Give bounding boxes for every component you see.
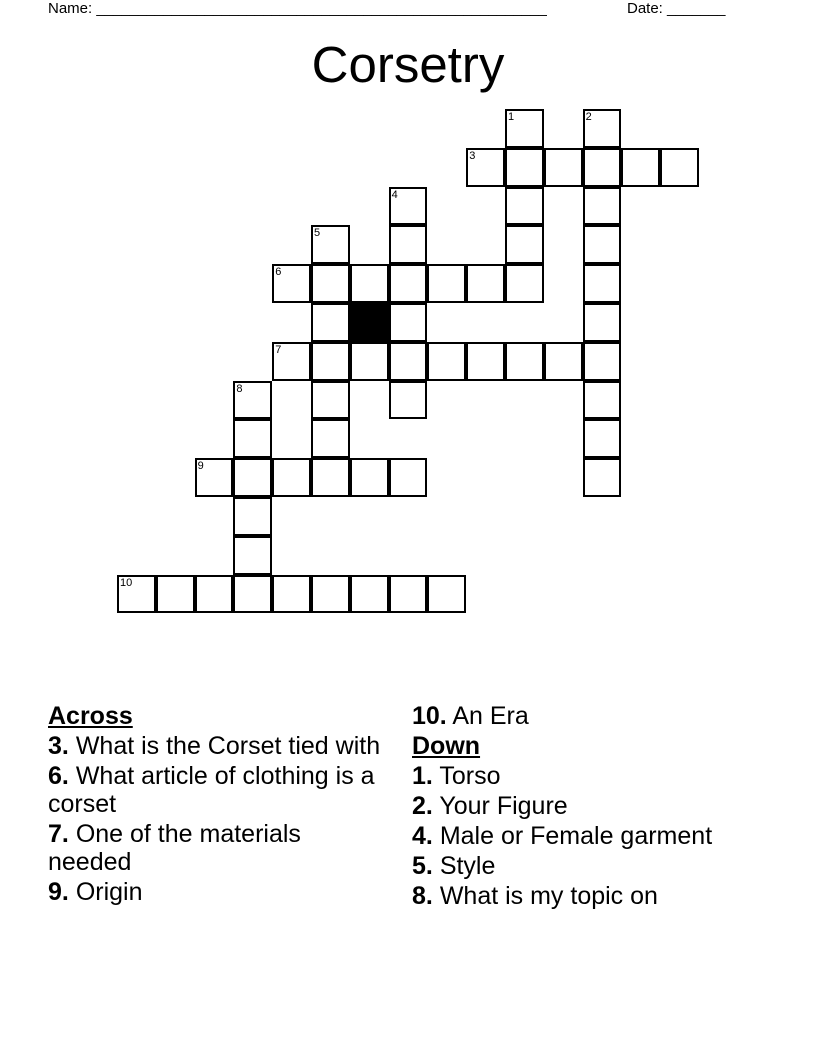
grid-cell[interactable]: [311, 575, 350, 614]
clue-across-3: [48, 732, 388, 760]
grid-cell[interactable]: [233, 497, 272, 536]
grid-cell[interactable]: [466, 264, 505, 303]
clue-down-8: [412, 882, 752, 910]
clue-number: 10.: [412, 702, 447, 730]
grid-cell[interactable]: [583, 148, 622, 187]
clue-number: 2.: [412, 792, 433, 820]
cell-number: 7: [275, 343, 282, 356]
grid-cell[interactable]: [272, 264, 311, 303]
clue-number: 1.: [412, 762, 433, 790]
grid-cell[interactable]: [544, 148, 583, 187]
grid-cell[interactable]: [233, 536, 272, 575]
grid-cell[interactable]: [583, 419, 622, 458]
clue-text: What article of clothing is a corset: [48, 762, 375, 818]
grid-cell[interactable]: [583, 187, 622, 226]
grid-cell[interactable]: [505, 148, 544, 187]
grid-cell[interactable]: [505, 342, 544, 381]
grid-cell[interactable]: [311, 225, 350, 264]
grid-cell[interactable]: [272, 458, 311, 497]
clue-text: Your Figure: [439, 792, 568, 820]
grid-cell[interactable]: [233, 458, 272, 497]
grid-cell[interactable]: [583, 303, 622, 342]
clue-number: 8.: [412, 882, 433, 910]
grid-cell[interactable]: [505, 225, 544, 264]
grid-cell[interactable]: [583, 342, 622, 381]
cell-number: 2: [585, 111, 592, 123]
date-field-label: Date: _______: [627, 0, 726, 17]
grid-cell[interactable]: [389, 575, 428, 614]
grid-cell[interactable]: [389, 264, 428, 303]
cell-number: 4: [391, 188, 398, 201]
grid-cell[interactable]: [117, 575, 156, 614]
grid-cell[interactable]: [233, 575, 272, 614]
clue-text: Style: [439, 852, 496, 880]
grid-cell[interactable]: [195, 458, 234, 497]
cell-number: 6: [275, 266, 282, 279]
clue-down-4: [412, 822, 752, 850]
grid-cell[interactable]: [583, 225, 622, 264]
grid-cell[interactable]: [583, 109, 622, 148]
grid-cell[interactable]: [505, 264, 544, 303]
clue-text: Torso: [439, 762, 501, 790]
grid-cell[interactable]: [233, 381, 272, 420]
clue-number: 4.: [412, 822, 433, 850]
grid-cell[interactable]: [389, 225, 428, 264]
grid-cell[interactable]: [389, 342, 428, 381]
grid-cell[interactable]: [272, 342, 311, 381]
grid-cell[interactable]: [583, 381, 622, 420]
across-heading: Across: [48, 702, 133, 730]
grid-cell[interactable]: [389, 458, 428, 497]
cell-number: 3: [469, 149, 476, 162]
grid-cell[interactable]: [350, 575, 389, 614]
clue-number: 5.: [412, 852, 433, 880]
clue-number: 6.: [48, 762, 69, 790]
grid-cell[interactable]: [389, 303, 428, 342]
grid-cell-blocked: [350, 303, 389, 342]
page-title: Corsetry: [311, 36, 505, 93]
grid-cell[interactable]: [311, 419, 350, 458]
grid-cell[interactable]: [311, 342, 350, 381]
clue-across-9: [48, 878, 388, 906]
grid-cell[interactable]: [621, 148, 660, 187]
down-heading: Down: [412, 732, 481, 760]
grid-cell[interactable]: [389, 187, 428, 226]
cell-number: 5: [314, 227, 321, 240]
grid-cell[interactable]: [233, 419, 272, 458]
grid-cell[interactable]: [311, 458, 350, 497]
clue-number: 7.: [48, 820, 69, 848]
grid-cell[interactable]: [427, 342, 466, 381]
grid-cell[interactable]: [311, 303, 350, 342]
cell-number: 8: [236, 382, 243, 395]
clue-column-left: [48, 702, 388, 908]
clue-text: What is the Corset tied with: [75, 732, 381, 760]
clue-down-5: [412, 852, 752, 880]
clue-across-7: [48, 820, 388, 876]
grid-cell[interactable]: [427, 264, 466, 303]
clue-text: One of the materials needed: [48, 820, 301, 876]
cell-number: 10: [120, 576, 133, 589]
clue-text: An Era: [452, 702, 529, 730]
grid-cell[interactable]: [156, 575, 195, 614]
grid-cell[interactable]: [272, 575, 311, 614]
grid-cell[interactable]: [311, 264, 350, 303]
grid-cell[interactable]: [195, 575, 234, 614]
clue-down-1: [412, 762, 752, 790]
clue-text: What is my topic on: [439, 882, 658, 910]
clue-number: 3.: [48, 732, 69, 760]
grid-cell[interactable]: [583, 264, 622, 303]
clue-down-2: [412, 792, 752, 820]
grid-cell[interactable]: [466, 148, 505, 187]
grid-cell[interactable]: [427, 575, 466, 614]
grid-cell[interactable]: [505, 109, 544, 148]
clue-text: Origin: [75, 878, 143, 906]
grid-cell[interactable]: [389, 381, 428, 420]
clue-number: 9.: [48, 878, 69, 906]
clue-text: Male or Female garment: [439, 822, 713, 850]
clue-across-10: [412, 702, 752, 730]
clue-across-6: [48, 762, 388, 818]
cell-number: 9: [197, 460, 204, 473]
grid-cell[interactable]: [350, 342, 389, 381]
grid-cell[interactable]: [466, 342, 505, 381]
grid-cell[interactable]: [660, 148, 699, 187]
grid-cell[interactable]: [311, 381, 350, 420]
grid-cell[interactable]: [544, 342, 583, 381]
grid-cell[interactable]: [350, 264, 389, 303]
name-field-label: Name: ______________________________________________________: [48, 0, 547, 17]
grid-cell[interactable]: [505, 187, 544, 226]
clue-column-right: [412, 702, 752, 912]
grid-cell[interactable]: [350, 458, 389, 497]
cell-number: 1: [508, 111, 515, 123]
grid-cell[interactable]: [583, 458, 622, 497]
